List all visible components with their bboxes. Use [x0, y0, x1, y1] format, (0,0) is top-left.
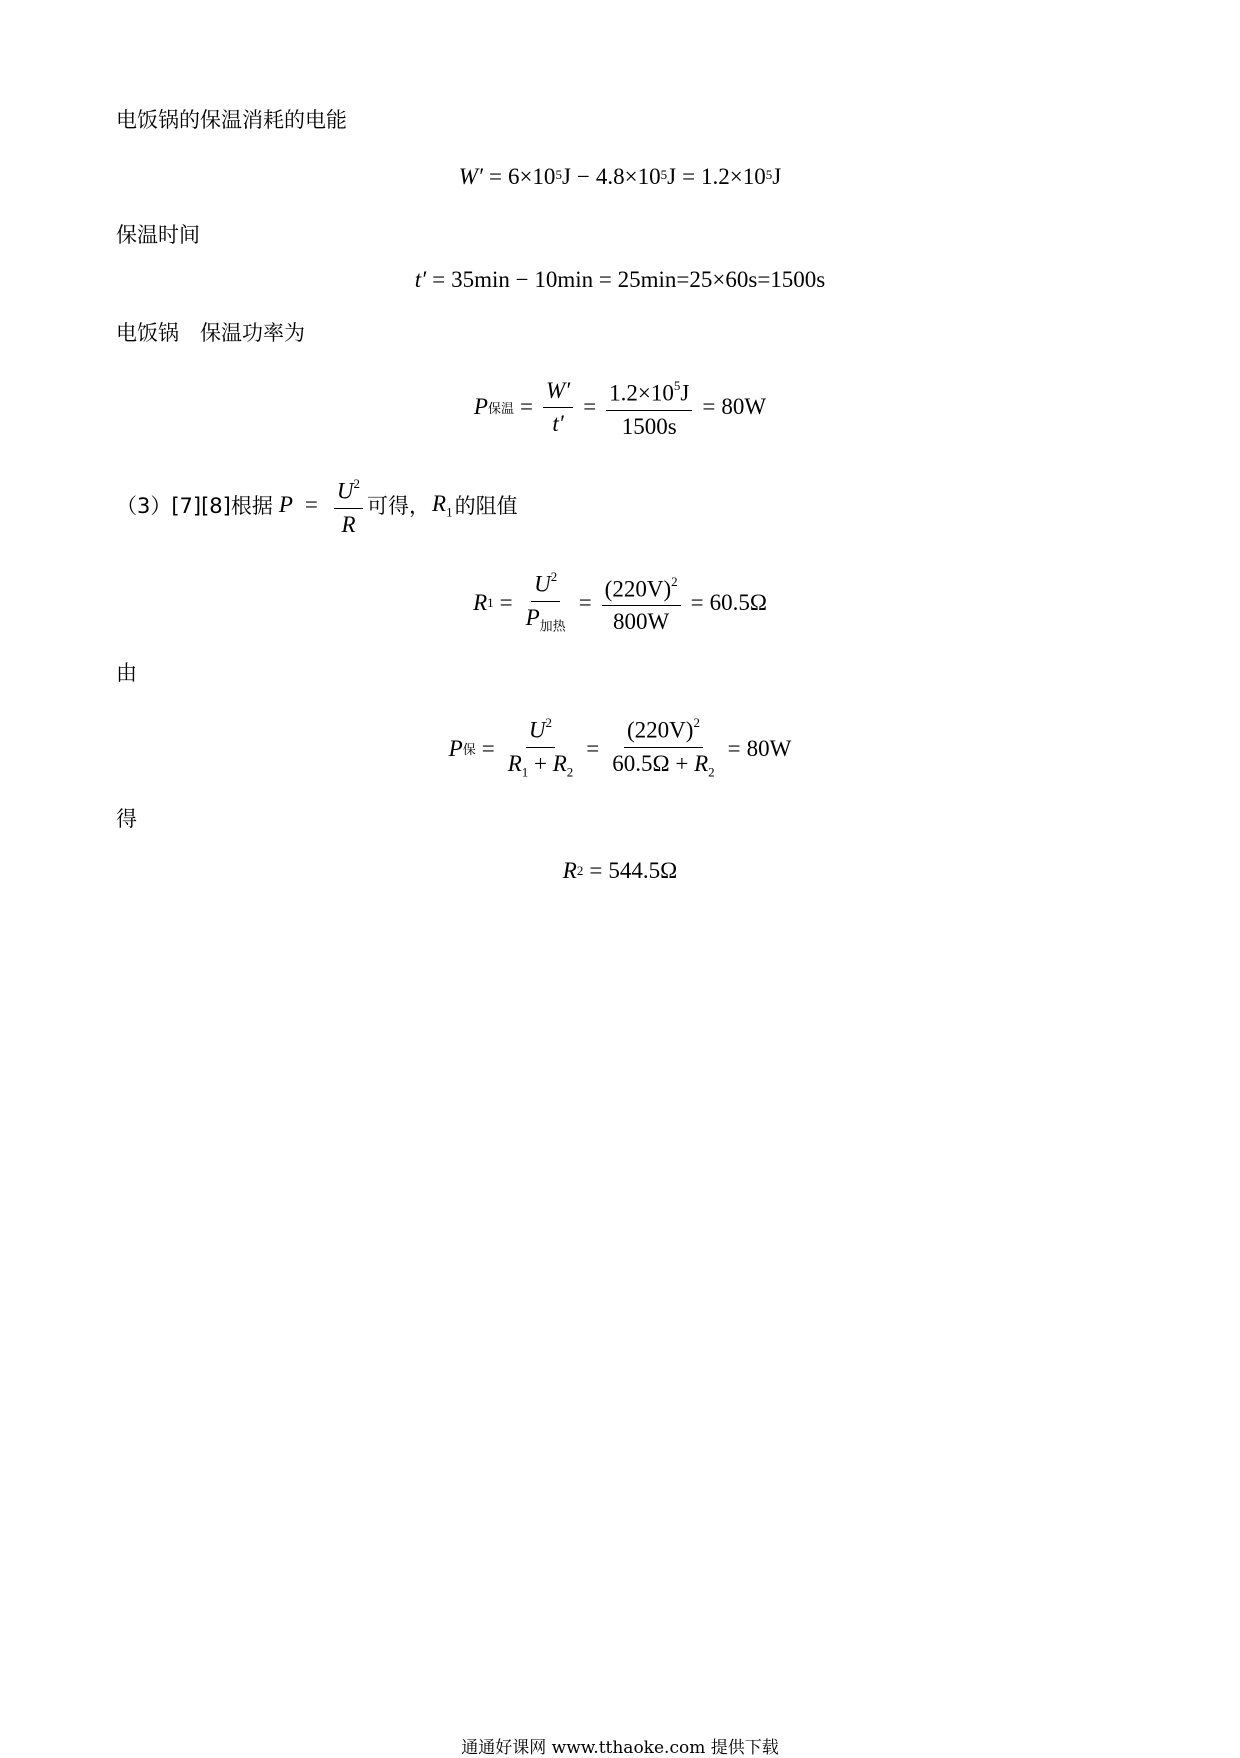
eq5-result: 60.5Ω [709, 590, 767, 616]
eq5-frac2-den: 800W [613, 609, 670, 635]
eq6-lhs: P [448, 735, 463, 761]
eq2-rhs: 35min − 10min = 25min=25×60s=1500s [451, 267, 826, 292]
eq3-fraction-2 [606, 374, 692, 441]
eq4-P: P [278, 492, 293, 518]
eq4-R: R [341, 511, 356, 537]
eq5-frac1-num-exp: 2 [550, 569, 558, 584]
eq1-term-c: 1.2×10 [701, 164, 766, 189]
eq3-P: P [473, 394, 488, 420]
eq5-fraction-1 [523, 565, 569, 641]
eq5-frac2-num: (220V) [604, 576, 672, 602]
equation-hold-power: P 保温 = $\frac{W'}{t'}$ = $\frac{1.2\times 10^5J}{1500s}$ = 80W [0, 374, 1240, 441]
eq1-lhs: W′ [458, 164, 483, 189]
eq6-frac1-num: U [528, 717, 546, 743]
eq1-term-a: 6×10 [507, 164, 556, 189]
eq6-frac2-num-exp: 2 [693, 715, 700, 730]
eq3-fraction-1 [543, 377, 573, 438]
eq7-lhs: R [562, 858, 577, 883]
eq6-result: 80W [746, 735, 792, 761]
eq6-frac1-num-exp: 2 [545, 715, 553, 730]
eq6-frac1-den-R2: R [552, 750, 567, 776]
eq3-P-sub: 保温 [487, 401, 514, 417]
equation-energy: W′ = 6×10 $^5$ J − 4.8×10 $^5$ J = 1.2×10 $^5$ J [458, 164, 782, 189]
eq3-frac1-num: W′ [545, 377, 571, 403]
equation-R1: R 1 = $\frac{U^2}{P_{加热}}$ = $\frac{(220V)^2}{800W}$ = 60.5Ω [0, 565, 1240, 641]
eq6-fraction-2: $\frac{(220V)^2}{60.5\Omega + R_2}$ [609, 711, 717, 786]
eq1-term-c-exp: 5 [765, 167, 773, 182]
eq5-lhs: R [473, 590, 488, 616]
text-line-hold-time: 保温时间 [116, 223, 200, 247]
text-line-get: 得 [116, 807, 137, 831]
eq6-frac2-den-a: 60.5Ω [612, 750, 670, 776]
eq5-lhs-sub: 1 [487, 595, 494, 611]
equation-hold-power-series: P 保 = $\frac{U^2}{R_1 + R_2}$ = $\frac{(220V)^2}{60.5\Omega + R_2}$ = 80W [0, 711, 1240, 786]
line4-prefix: （3）[7][8]根据 [116, 494, 273, 519]
eq7-lhs-sub: 2 [576, 863, 584, 878]
eq4-U: U [336, 478, 354, 504]
eq1-term-b: 4.8×10 [595, 164, 661, 189]
text-line-by-formula: （3）[7][8]根据 P = $\frac{U^2}{R}$ 可得， $R_1$ 的阻值 [116, 472, 518, 539]
eq2-lhs: t′ [414, 267, 427, 292]
eq1-term-a-exp: 5 [555, 167, 562, 182]
eq5-fraction-2 [602, 570, 681, 637]
text-line-from: 由 [116, 661, 137, 685]
eq3-frac2-num-unit: J [680, 380, 690, 406]
eq6-frac1-den-R1-sub: 1 [521, 764, 529, 780]
eq4-exp: 2 [353, 476, 361, 491]
eq6-frac2-den-R: R [694, 750, 709, 776]
eq7-result: 544.5Ω [608, 858, 678, 883]
eq1-unit-b: J [667, 164, 677, 189]
eq3-result: 80W [721, 394, 767, 420]
equation-time: t′ = 35min − 10min = 25min=25×60s=1500s [414, 267, 826, 292]
eq6-frac1-den-R2-sub: 2 [566, 764, 574, 780]
text-line-electric-energy: 电饭锅的保温消耗的电能 [116, 108, 347, 132]
eq3-frac2-num: 1.2×10 [609, 380, 674, 406]
line4-mid: 可得， [367, 494, 431, 519]
eq6-frac2-den-R-sub: 2 [708, 764, 715, 780]
eq6-frac2-num: (220V) [627, 717, 694, 743]
text-line-hold-power: 电饭锅 保温功率为 [116, 321, 305, 345]
eq5-frac2-num-exp: 2 [671, 573, 678, 589]
eq6-frac1-den-R1: R [507, 750, 522, 776]
eq4-fraction [334, 472, 363, 539]
eq1-unit-c: J [772, 164, 782, 189]
equation-R2: R 2 = 544.5Ω [562, 858, 678, 883]
eq5-frac1-den: P [525, 604, 540, 630]
eq1-term-b-exp: 5 [660, 167, 668, 182]
eq3-frac1-den: t′ [552, 410, 564, 436]
eq1-unit-a: J [561, 164, 571, 189]
eq3-frac2-den: 1500s [621, 413, 677, 439]
eq5-frac1-num: U [534, 571, 551, 597]
eq4-R1-sub: 1 [446, 504, 453, 520]
eq6-fraction-1: $\frac{U^2}{R_1 + R_2}$ [505, 711, 577, 786]
eq5-frac1-den-sub: 加热 [539, 619, 566, 635]
eq4-R1: R [432, 490, 447, 516]
eq3-frac2-num-exp: 5 [673, 378, 681, 393]
footer-watermark: 通通好课网 www.tthaoke.com 提供下载 [461, 1738, 779, 1758]
eq6-lhs-sub: 保 [462, 743, 476, 759]
line4-suffix: 的阻值 [454, 494, 518, 519]
